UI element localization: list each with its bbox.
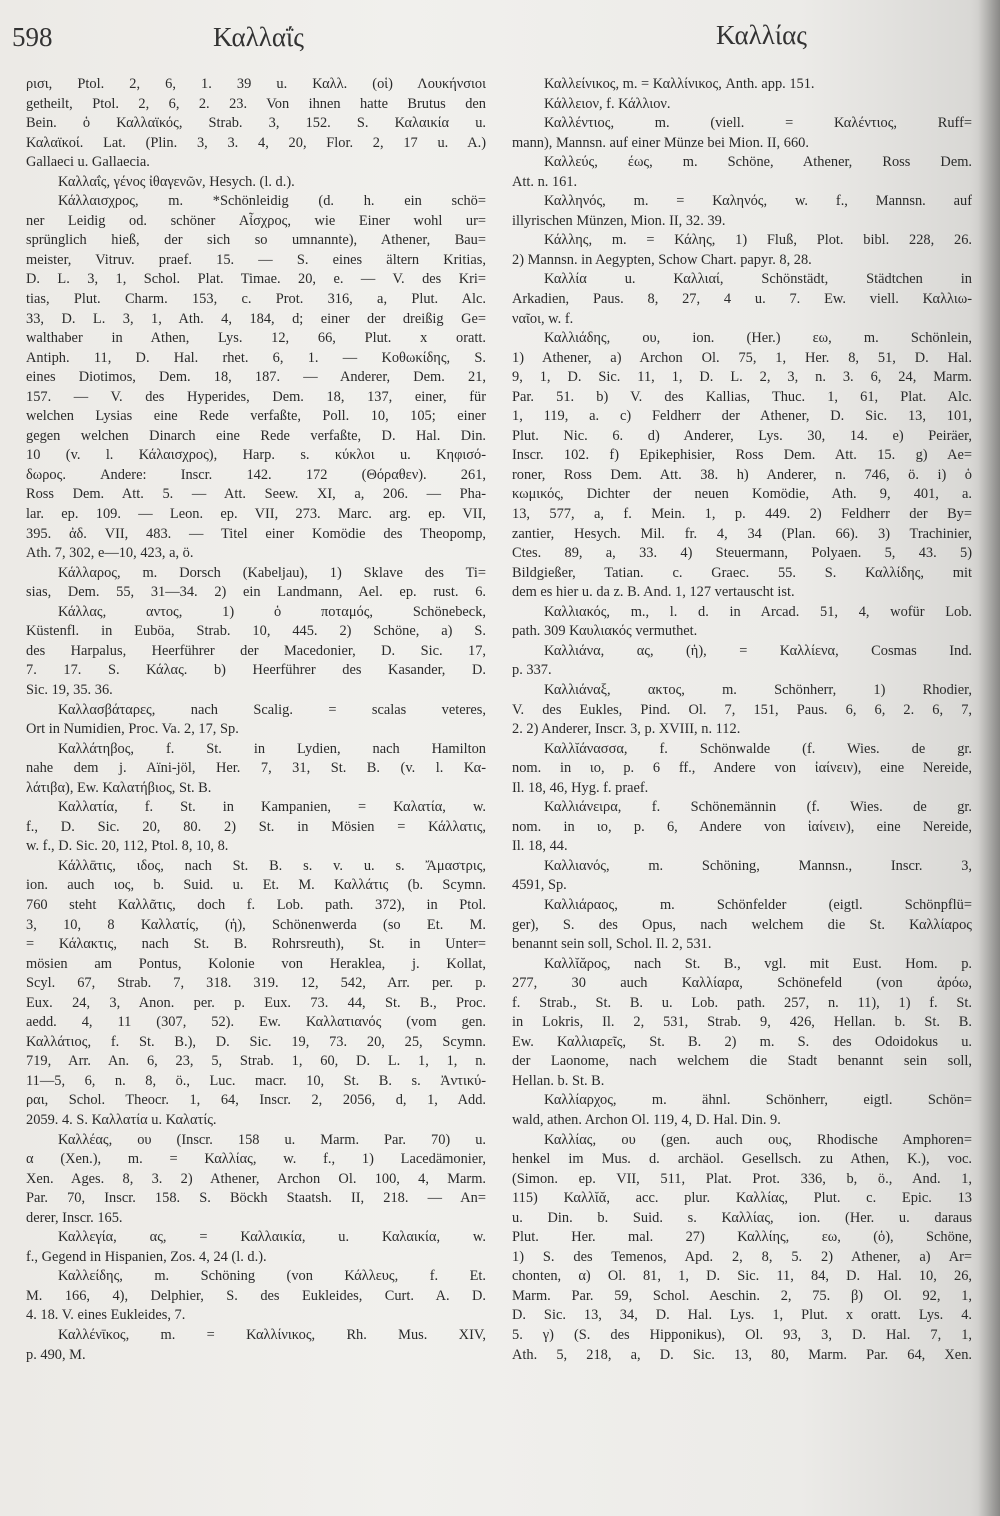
entry-text-line: Ross Dem. Att. 5. — Att. Seew. XI, a, 206. — Pha- [26,486,486,503]
entry-text-line: 7. 17. S. Κάλας. b) Heerführer des Kasander, D. [26,662,486,679]
entry-text-line: 1) S. des Temenos, Apd. 2, 8, 5. 2) Athener, a) Ar= [512,1248,972,1265]
entry-text-line: path. 309 Καυλιακός vermuthet. [512,623,698,640]
entry-text-line: Bein. ὁ Καλλαϊκός, Strab. 3, 152. S. Καλαικία u. [26,115,486,132]
entry-text-line: D. Sic. 13, 34, D. Hal. Lys. 1, Plut. x oratt. Lys. 4. [512,1307,972,1324]
entry-text-line: Par. 70, Inscr. 158. S. Böckh Staatsh. II, 218. — An= [26,1190,486,1207]
entry-text-line: meister, Vitruv. praef. 15. — S. eines ältern Kritias, [26,251,486,268]
entry-text-line: p. 490, M. [26,1346,86,1363]
entry-text-line: 33, D. L. 3, 1, Ath. 4, 184, d; einer der dreißig Ge= [26,310,486,327]
entry-text-line: = Κάλακτις, nach St. B. Rohrsreuth), St. in Unter= [26,936,486,953]
entry-text-line: 9, 1, D. Sic. 11, 1, D. L. 2, 3, n. 3. 6, 24, Marm. [512,369,972,386]
entry-text-line: sprünglich hieß, der sich so umnannte), Athener, Bau= [26,232,486,249]
entry-text-line: 277, 30 auch Καλλίαρα, Schönefeld (von ἀρόω, [512,975,972,992]
entry-text-line: 5. γ) (S. des Hipponikus), Ol. 93, 3, D. Hal. 7, 1, [512,1327,972,1343]
entry-text-line: κωμικός, Dichter der neuen Komödie, Ath. 9, 401, a. [512,486,972,503]
entry-text-line: Καλλάτιος, f. St. B.), D. Sic. 19, 73. 20, 25, Scymn. [26,1033,486,1050]
entry-text-line: 115) Καλλῐᾰ, acc. plur. Καλλίας, Plut. c. Epic. 13 [512,1190,972,1207]
page-binding-shadow [978,0,1000,1516]
entry-text-line: 395. ἀδ. VII, 483. — Titel einer Komödie des Theopomp, [26,525,486,542]
entry-text-line: ναῖοι, w. f. [512,310,574,327]
entry-text-line: mann), Mannsn. auf einer Münze bei Mion. II, 660. [512,134,809,151]
entry-headword-line: Κάλλας, αντος, 1) ὁ ποταμός, Schönebeck, [58,603,486,620]
entry-text-line: lar. ep. 109. — Leon. ep. VII, 273. Marc. arg. ep. VII, [26,506,486,523]
entry-text-line: zantier, Hesych. Mil. fr. 4, 34 (Plan. 66). 3) Trachinier, [512,525,972,542]
entry-text-line: f., Gegend in Hispanien, Zos. 4, 24 (l. d.). [26,1248,267,1265]
entry-text-line: V. des Eukles, Pind. Ol. 7, 151, Paus. 6, 6, 2. 6, 7, [512,701,972,718]
entry-text-line: nom. in ιο, p. 6, Andere von ἰαίνειν), eine Nereide, [512,818,972,835]
entry-text-line: 10 (v. l. Κάλαισχρος), Harp. s. κύκλοι u. Κηφισό- [26,447,486,464]
entry-headword-line: Καλλῐᾰρος, nach St. B., vgl. mit Eust. Hom. p. [544,955,972,972]
entry-headword-line: Καλλείδης, m. Schöning (von Κάλλευς, f. Et. [58,1268,486,1285]
entry-text-line: ραι, Schol. Theocr. 1, 64, Inscr. 2, 2056, d, 1, Add. [26,1092,486,1109]
entry-text-line: Sic. 19, 35. 36. [26,681,113,698]
entry-headword-line: Καλλιακός, m., l. d. in Arcad. 51, 4, wofür Lob. [544,603,972,620]
entry-text-line: 2) Mannsn. in Aegypten, Schow Chart. papyr. 8, 28. [512,251,812,268]
entry-text-line: Scyl. 67, Strab. 7, 318. 319. 12, 542, Arr. per. p. [26,975,486,992]
entry-text-line: Par. 51. b) V. des Kallias, Thuc. 1, 61, Plat. Alc. [512,388,972,405]
entry-headword-line: Καλλία u. Καλλιαί, Schönstädt, Städtchen in [544,271,972,288]
entry-headword-line: Κάλλειον, f. Κάλλιον. [544,95,671,112]
entry-text-line: 1, 119, a. c) Feldherr der Athener, D. Sic. 13, 101, [512,408,972,425]
entry-text-line: chonten, α) Ol. 81, 1, D. Sic. 11, 84, D. Hal. 10, 26, [512,1268,972,1285]
entry-text-line: des Harpalus, Heerführer der Macedonier, D. Sic. 17, [26,642,486,659]
entry-text-line: Ath. 5, 218, a, D. Sic. 13, 80, Marm. Par. 64, Xen. [512,1346,972,1363]
left-running-headword: Καλλαΐς [213,22,304,52]
entry-text-line: Ort in Numidien, Proc. Va. 2, 17, Sp. [26,721,239,738]
entry-text-line: 3, 10, 8 Καλλατίς, (ἡ), Schönenwerda (so Et. M. [26,916,486,933]
entry-headword-line: Καλλιανός, m. Schöning, Mannsn., Inscr. 3, [544,857,972,874]
entry-headword-line: Καλλάτηβος, f. St. in Lydien, nach Hamilton [58,740,486,757]
entry-headword-line: Κάλλης, m. = Κάλης, 1) Fluß, Plot. bibl. 228, 26. [544,232,972,249]
entry-text-line: Arkadien, Paus. 8, 27, 4 u. 7. Ew. viell. Καλλιω- [512,291,972,308]
entry-text-line: wald, athen. Archon Ol. 119, 4, D. Hal. Din. 9. [512,1111,781,1128]
entry-text-line: illyrischen Münzen, Mion. II, 32. 39. [512,212,726,229]
entry-text-line: eines Diotimos, Dem. 18, 187. — Anderer, Dem. 21, [26,369,486,386]
entry-headword-line: Καλλιάδης, ου, ion. (Her.) εω, m. Schönlein, [544,330,972,347]
entry-text-line: u. Din. b. Suid. s. Καλλίας, ion. (Her. u. daraus [512,1209,972,1226]
entry-text-line: M. 166, 4), Delphier, S. des Eukleides, Curt. A. D. [26,1287,486,1304]
entry-text-line: 2. 2) Anderer, Inscr. 3, p. XVIII, n. 112. [512,721,741,738]
entry-text-line: Bildgießer, Tatian. c. Graec. 55. S. Καλλίδης, mit [512,564,972,581]
entry-headword-line: Καλλασβάταρες, nach Scalig. = scalas veteres, [58,701,486,718]
entry-text-line: dem es hier u. da z. B. And. 1, 127 vertauscht ist. [512,584,795,601]
entry-text-line: Antiph. 11, D. Hal. rhet. 6, 1. — Κοθωκίδης, S. [26,349,486,366]
entry-headword-line: Καλλεγία, ας, = Καλλαικία, u. Καλαικία, w. [58,1229,486,1246]
entry-text-line: 11—5, 6, n. 8, ö., Luc. macr. 10, St. B. s. Ἀντικύ- [26,1072,486,1089]
entry-text-line: Il. 18, 44. [512,838,568,855]
entry-text-line: Plut. Nic. 6. d) Anderer, Lys. 30, 14. e) Peiräer, [512,427,972,444]
entry-text-line: der Laonome, nach welchem die Stadt benannt sein soll, [512,1053,972,1070]
entry-text-line: ρισι, Ptol. 2, 6, 1. 39 u. Καλλ. (οἱ) Λουκήνσιοι [26,76,486,92]
entry-text-line: 4. 18. V. eines Eukleides, 7. [26,1307,186,1324]
entry-text-line: Plut. Her. mal. 27) Καλλίης, εω, (ὁ), Schöne, [512,1229,972,1246]
entry-text-line: f., D. Sic. 20, 80. 2) St. in Mösien = Κάλλατις, [26,818,486,835]
entry-headword-line: Κάλλᾱτις, ιδος, nach St. B. s. v. u. s. Ἄμαστρις, [58,857,486,874]
entry-text-line: Καλαϊκοί. Lat. (Plin. 3, 3. 4, 20, Flor. 2, 17 u. A.) [26,134,486,151]
entry-text-line: in Lokris, Il. 2, 531, Strab. 9, 426, Hellan. b. St. B. [512,1014,972,1031]
entry-text-line: λάτιβα), Ew. Καλατήβιος, St. B. [26,779,212,796]
right-column [512,75,972,1365]
entry-text-line: Eux. 24, 3, Anon. per. p. Eux. 73. 44, St. B., Proc. [26,994,486,1011]
entry-headword-line: Καλλιάνειρα, f. Schönemännin (f. Wies. de gr. [544,799,972,816]
entry-text-line: mösien am Pontus, Kolonie von Heraklea, j. Kollat, [26,955,486,972]
entry-text-line: sias, Dem. 55, 31—34. 2) ein Landmann, Ael. ep. rust. 6. [26,584,486,601]
entry-text-line: Hellan. b. St. B. [512,1072,605,1089]
entry-text-line: Ath. 7, 302, e—10, 423, a, ö. [26,545,194,562]
entry-text-line: gegen welchen Dinarch eine Rede verfaßte, D. Hal. Din. [26,427,486,444]
entry-text-line: δωρος. Andere: Inscr. 142. 172 (Θόραθεν). 261, [26,466,486,483]
page-header [0,12,1000,52]
entry-text-line: Il. 18, 46, Hyg. f. praef. [512,779,649,796]
left-column [26,75,486,1365]
entry-text-line: Gallaeci u. Gallaecia. [26,154,150,171]
entry-headword-line: Καλλεύς, έως, m. Schöne, Athener, Ross Dem. [544,154,972,171]
entry-headword-line: Κάλλαρος, m. Dorsch (Kabeljau), 1) Sklave des Ti= [58,564,486,581]
entry-text-line: 1) Athener, a) Archon Ol. 75, 1, Her. 8, 51, D. Hal. [512,349,972,366]
entry-headword-line: Καλλιάνα, ας, (ἡ), = Καλλίενα, Cosmas Ind. [544,642,972,659]
entry-headword-line: Καλλένῑκος, m. = Καλλίνικος, Rh. Mus. XIV, [58,1327,486,1343]
entry-headword-line: Καλλατία, f. St. in Kampanien, = Καλατία, w. [58,799,486,816]
entry-headword-line: Καλλίαρχος, m. ähnl. Schönherr, eigtl. Schön= [544,1092,972,1109]
entry-text-line: welchen Lysias eine Rede verfaßte, Poll. 10, 105; einer [26,408,486,425]
entry-text-line: Inscr. 102. f) Epikephisier, Ross Dem. Att. 15. g) Ae= [512,447,972,464]
entry-text-line: α (Xen.), m. = Καλλίας, w. f., 1) Lacedämonier, [26,1151,486,1168]
entry-text-line: nahe dem j. Aïni-jöl, Her. 7, 31, St. B. (v. l. Κα- [26,760,486,777]
entry-text-line: p. 337. [512,662,552,679]
entry-headword-line: Καλλιάναξ, ακτος, m. Schönherr, 1) Rhodier, [544,681,972,698]
entry-text-line: w. f., D. Sic. 20, 112, Ptol. 8, 10, 8. [26,838,229,855]
entry-headword-line: Καλλέας, ου (Inscr. 158 u. Marm. Par. 70) u. [58,1131,486,1148]
entry-text-line: roner, Ross Dem. Att. 38. h) Anderer, n. 746, ö. i) ὁ [512,466,972,483]
entry-text-line: Xen. Ages. 8, 3. 2) Athener, Archon Ol. 100, 4, Marm. [26,1170,486,1187]
entry-text-line: tias, Plut. Charm. 153, c. Prot. 316, a, Plut. Alc. [26,291,486,308]
entry-headword-line: Καλλείνικος, m. = Καλλίνικος, Anth. app. 151. [544,76,815,92]
entry-text-line: f. Strab., St. B. u. Lob. path. 257, n. 11), 1) f. St. [512,994,972,1011]
entry-text-line: derer, Inscr. 165. [26,1209,123,1226]
entry-text-line: walthaber in Athen, Lys. 12, 66, Plut. x oratt. [26,330,486,347]
entry-text-line: 13, 577, a, f. Mein. 1, p. 449. 2) Feldherr der By= [512,506,972,523]
entry-text-line: Marm. Par. 59, Schol. Aeschin. 2, 75. β) Ol. 92, 1, [512,1287,972,1304]
entry-text-line: Küstenfl. in Euböa, Strab. 10, 445. 2) Schöne, a) S. [26,623,486,640]
entry-text-line: ger), S. des Opus, nach welchem die St. Καλλίαρος [512,916,972,933]
entry-text-line: 157. — V. des Hyperides, Dem. 18, 137, einer, für [26,388,486,405]
entry-headword-line: Καλληνός, m. = Καληνός, w. f., Mannsn. auf [544,193,972,210]
entry-headword-line: Καλλαΐς, γένος ἰθαγενῶν, Hesych. (l. d.). [58,173,295,190]
entry-headword-line: Κάλλαισχρος, m. *Schönleidig (d. h. ein schö= [58,193,486,210]
entry-text-line: ion. auch ιος, b. Suid. u. Et. M. Καλλάτις (b. Scymn. [26,877,486,894]
entry-text-line: getheilt, Ptol. 2, 6, 2. 23. Von ihnen hatte Brutus den [26,95,486,112]
entry-text-line: Ew. Καλλιαρεῖς, St. B. 2) m. S. des Odoidokus u. [512,1033,972,1050]
entry-text-line: 4591, Sp. [512,877,567,894]
entry-text-line: Ctes. 89, a, 33. 4) Steuermann, Polyaen. 5, 43. 5) [512,545,972,562]
entry-text-line: 2059. 4. S. Καλλατία u. Καλατίς. [26,1111,217,1128]
entry-text-line: ner Leidig od. schöner Αἶσχρος, wie Einer wohl ur= [26,212,486,229]
entry-text-line: 760 steht Καλλᾶτις, doch f. Lob. path. 372), in Ptol. [26,896,486,913]
entry-text-line: 719, Arr. An. 6, 23, 5, Strab. 1, 60, D. L. 1, 1, n. [26,1053,486,1070]
entry-text-line: Att. n. 161. [512,173,578,190]
entry-headword-line: Καλλέντιος, m. (viell. = Καλέντιος, Ruff= [544,115,972,132]
entry-text-line: D. L. 3, 1, Schol. Plat. Timae. 20, e. — V. des Kri= [26,271,486,288]
entry-headword-line: Καλλίας, ου (gen. auch ους, Rhodische Amphoren= [544,1131,972,1148]
entry-headword-line: Καλλῐάνασσα, f. Schönwalde (f. Wies. de gr. [544,740,972,757]
entry-text-line: (Simon. ep. VII, 511, Plat. Prot. 336, b, ö., And. 1, [512,1170,972,1187]
right-running-headword: Καλλίας [716,20,807,50]
entry-text-line: aedd. 4, 11 (307, 52). Ew. Καλλατιανός (vom gen. [26,1014,486,1031]
entry-headword-line: Καλλιάραος, m. Schönfelder (eigtl. Schönpflü= [544,896,972,913]
entry-text-line: benannt sein soll, Schol. Il. 2, 531. [512,936,712,953]
entry-text-line: nom. in ιο, p. 6 ff., Andere von ἰαίνειν), eine Nereide, [512,760,972,777]
entry-text-line: henkel im Mus. d. archäol. Gesellsch. zu Athen, K.), voc. [512,1151,972,1168]
page-number: 598 [12,22,53,52]
